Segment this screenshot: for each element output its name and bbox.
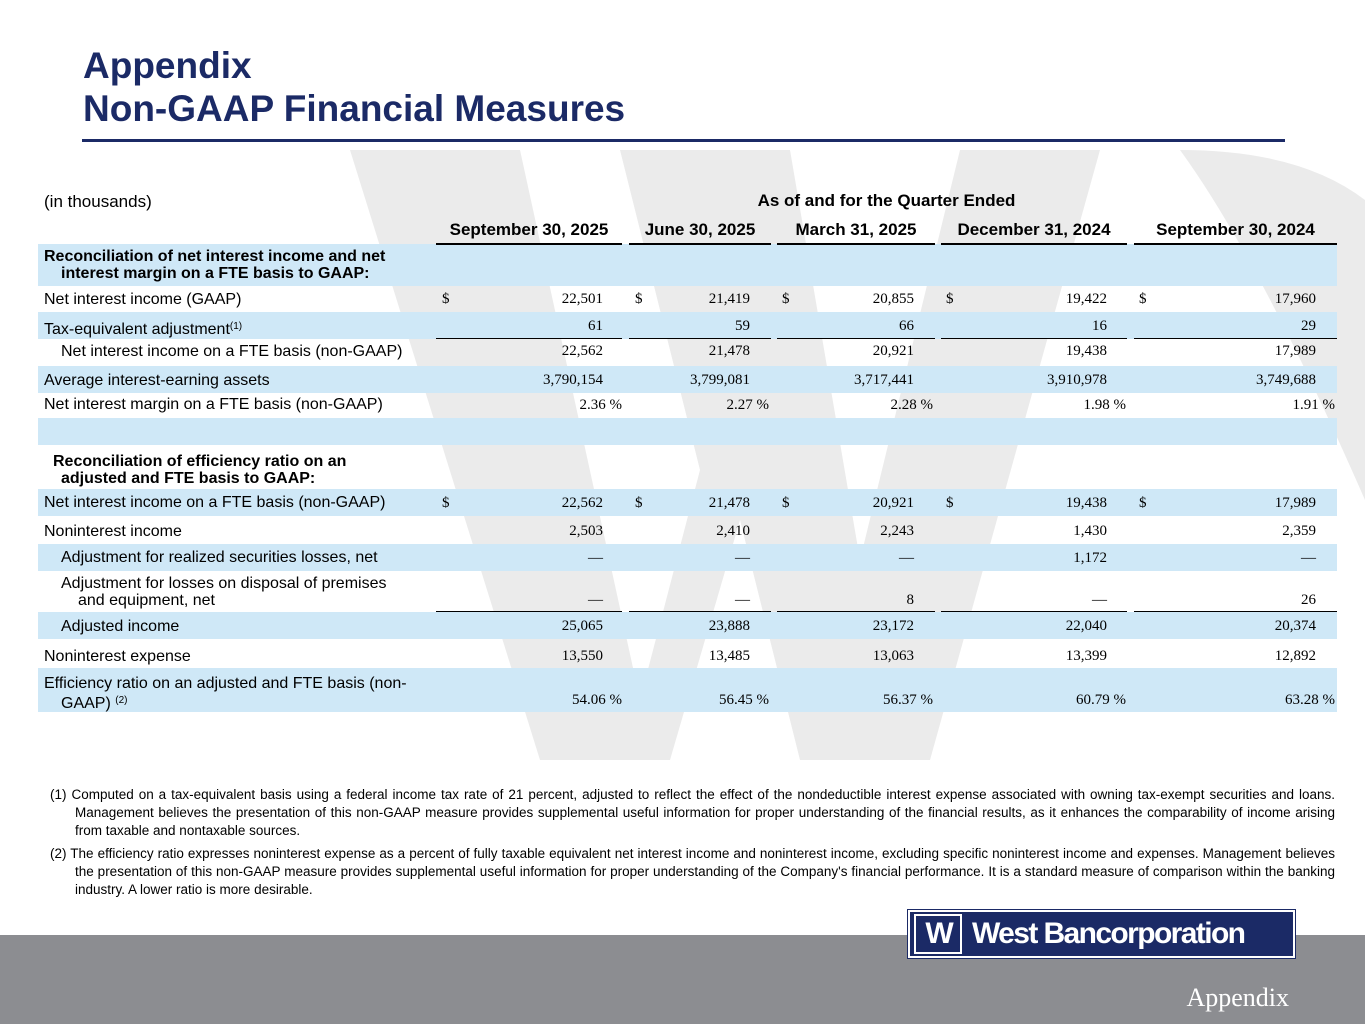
row-label-securities-losses: Adjustment for realized securities losses, net [61, 549, 378, 566]
row-label-tax-equivalent [44, 318, 242, 338]
title-underline [82, 139, 1285, 142]
table-cell: 60.79 % [1076, 692, 1126, 708]
table-cell: 17,989 [1274, 495, 1316, 511]
table-cell: — [735, 550, 750, 566]
table-cell: 8 [906, 592, 914, 608]
dollar-sign: $ [946, 291, 954, 307]
table-cell: 54.06 % [572, 692, 622, 708]
row-label-noninterest-expense: Noninterest expense [44, 648, 191, 665]
table-cell: 29 [1301, 318, 1316, 334]
table-cell: 22,562 [561, 343, 603, 359]
table-cell: 1.91 % [1292, 397, 1335, 413]
premises-label-line-1: Adjustment for losses on disposal of premises [61, 575, 387, 592]
table-cell: 63.28 % [1285, 692, 1335, 708]
subtotal-rule [436, 338, 622, 339]
section1-title-line-2: interest margin on a FTE basis to GAAP: [61, 265, 370, 282]
table-cell: 20,855 [872, 291, 914, 307]
table-cell: 3,749,688 [1256, 372, 1316, 388]
section2-title-line-1: Reconciliation of efficiency ratio on an [53, 453, 347, 470]
table-cell: — [899, 550, 914, 566]
table-cell: 17,960 [1274, 291, 1316, 307]
table-cell: 20,374 [1274, 618, 1316, 634]
table-cell: 1,172 [1073, 550, 1107, 566]
table-cell: — [588, 550, 603, 566]
table-cell: 56.45 % [719, 692, 769, 708]
subtotal-rule [941, 338, 1127, 339]
table-cell: 25,065 [561, 618, 603, 634]
subtotal-rule [777, 611, 935, 612]
table-cell: 1,430 [1073, 523, 1107, 539]
table-cell: 13,063 [872, 648, 914, 664]
table-cell: 2,410 [716, 523, 750, 539]
table-cell: 12,892 [1274, 648, 1316, 664]
section1-title [44, 248, 385, 282]
period-header: As of and for the Quarter Ended [757, 191, 1016, 210]
table-cell: 2.36 % [579, 397, 622, 413]
table-cell: 1.98 % [1083, 397, 1126, 413]
row-label-adjusted-income: Adjusted income [61, 618, 180, 635]
table-cell: 2.28 % [890, 397, 933, 413]
section2-title-line-2: adjusted and FTE basis to GAAP: [61, 470, 316, 487]
column-header-jun-2025: June 30, 2025 [629, 219, 771, 245]
table-cell: 59 [735, 318, 750, 334]
table-cell: 22,562 [561, 495, 603, 511]
table-cell: 3,717,441 [854, 372, 914, 388]
efficiency-label-line-2: GAAP) [61, 695, 111, 712]
table-cell: 2,503 [569, 523, 603, 539]
row-label-net-interest-income: Net interest income (GAAP) [44, 291, 242, 308]
row-label-net-interest-margin: Net interest margin on a FTE basis (non-GAAP) [44, 396, 383, 413]
row-label-average-assets: Average interest-earning assets [44, 372, 270, 389]
table-cell: — [1092, 592, 1107, 608]
footnotes [50, 786, 1335, 904]
table-cell: 19,438 [1065, 495, 1107, 511]
table-cell: 21,478 [708, 343, 750, 359]
band-spacer [38, 418, 1337, 445]
logo-mark: W [914, 914, 962, 954]
table-cell: 16 [1092, 318, 1107, 334]
section2-title [53, 453, 346, 487]
table-cell: 3,910,978 [1047, 372, 1107, 388]
footnote-2: (2) The efficiency ratio expresses noninterest expense as a percent of fully taxable equivalent net interest income and noninterest income, excluding specific noninterest income and expenses. Management believes the presentation of this non-GAAP measure provides supplemental useful information for proper understanding of the Company's financial performance. It is a standard measure of comparison within the banking industry. A lower ratio is more desirable. [50, 846, 1335, 897]
dollar-sign: $ [1139, 495, 1147, 511]
subtotal-rule [941, 611, 1127, 612]
row-label-noninterest-income: Noninterest income [44, 523, 182, 540]
premises-label-line-2: and equipment, net [78, 592, 215, 609]
subtotal-rule [436, 611, 622, 612]
dollar-sign: $ [782, 291, 790, 307]
units-label: (in thousands) [44, 192, 152, 211]
table-cell: 22,040 [1065, 618, 1107, 634]
section-label: Appendix [1186, 983, 1289, 1012]
table-cell: 2.27 % [726, 397, 769, 413]
logo-text: West Bancorporation [972, 917, 1245, 950]
footnote-ref-1: (1) [229, 321, 243, 332]
table-cell: 13,550 [561, 648, 603, 664]
tax-equivalent-label: Tax-equivalent adjustment [44, 321, 230, 338]
column-header-dec-2024: December 31, 2024 [941, 219, 1127, 245]
subtotal-rule [629, 611, 771, 612]
table-cell: 19,422 [1065, 291, 1107, 307]
table-cell: 23,172 [872, 618, 914, 634]
subtotal-rule [629, 338, 771, 339]
table-cell: 13,485 [708, 648, 750, 664]
dollar-sign: $ [946, 495, 954, 511]
table-cell: 61 [588, 318, 603, 334]
table-cell: — [588, 592, 603, 608]
footnote-ref-2: (2) [115, 695, 128, 706]
table-cell: 23,888 [708, 618, 750, 634]
table-cell: 21,419 [708, 291, 750, 307]
table-cell: 17,989 [1274, 343, 1316, 359]
table-cell: 20,921 [872, 495, 914, 511]
table-cell: 66 [899, 318, 914, 334]
table-cell: 56.37 % [883, 692, 933, 708]
table-cell: 19,438 [1065, 343, 1107, 359]
column-header-sep-2024: September 30, 2024 [1134, 219, 1337, 245]
table-cell: 2,243 [880, 523, 914, 539]
column-header-sep-2025: September 30, 2025 [436, 219, 622, 245]
table-cell: 3,799,081 [690, 372, 750, 388]
subtotal-rule [1134, 611, 1337, 612]
efficiency-label-line-1: Efficiency ratio on an adjusted and FTE basis (non- [44, 675, 407, 692]
table-cell: 20,921 [872, 343, 914, 359]
table-cell: 22,501 [561, 291, 603, 307]
table-cell: — [735, 592, 750, 608]
row-label-nii-fte-2: Net interest income on a FTE basis (non-GAAP) [44, 494, 386, 511]
subtotal-rule [1134, 338, 1337, 339]
section1-title-line-1: Reconciliation of net interest income and net [44, 248, 386, 265]
title-line-2: Non-GAAP Financial Measures [83, 88, 626, 129]
dollar-sign: $ [782, 495, 790, 511]
dollar-sign: $ [635, 291, 643, 307]
dollar-sign: $ [442, 291, 450, 307]
dollar-sign: $ [1139, 291, 1147, 307]
table-cell: 3,790,154 [543, 372, 603, 388]
dollar-sign: $ [635, 495, 643, 511]
title-line-1: Appendix [83, 45, 252, 86]
footnote-1: (1) Computed on a tax-equivalent basis using a federal income tax rate of 21 percent, adjusted to reflect the effect of the nondeductible interest expense associated with owning tax-exempt securities and loans. Management believes the presentation of this non-GAAP measure provides supplemental useful information for proper understanding of the financial results, as it enhances the comparability of income arising from taxable and nontaxable sources. [50, 787, 1335, 838]
table-cell: 13,399 [1065, 648, 1107, 664]
page-title [83, 44, 625, 130]
row-label-premises-losses [61, 575, 386, 609]
band-adjusted-income [38, 612, 1337, 639]
row-label-nii-fte: Net interest income on a FTE basis (non-GAAP) [61, 343, 403, 360]
table-cell: — [1301, 550, 1316, 566]
subtotal-rule [777, 338, 935, 339]
column-header-mar-2025: March 31, 2025 [777, 219, 935, 245]
table-cell: 2,359 [1282, 523, 1316, 539]
table-cell: 21,478 [708, 495, 750, 511]
row-label-efficiency-ratio [44, 675, 407, 712]
company-logo [908, 910, 1295, 958]
table-cell: 26 [1301, 592, 1316, 608]
dollar-sign: $ [442, 495, 450, 511]
